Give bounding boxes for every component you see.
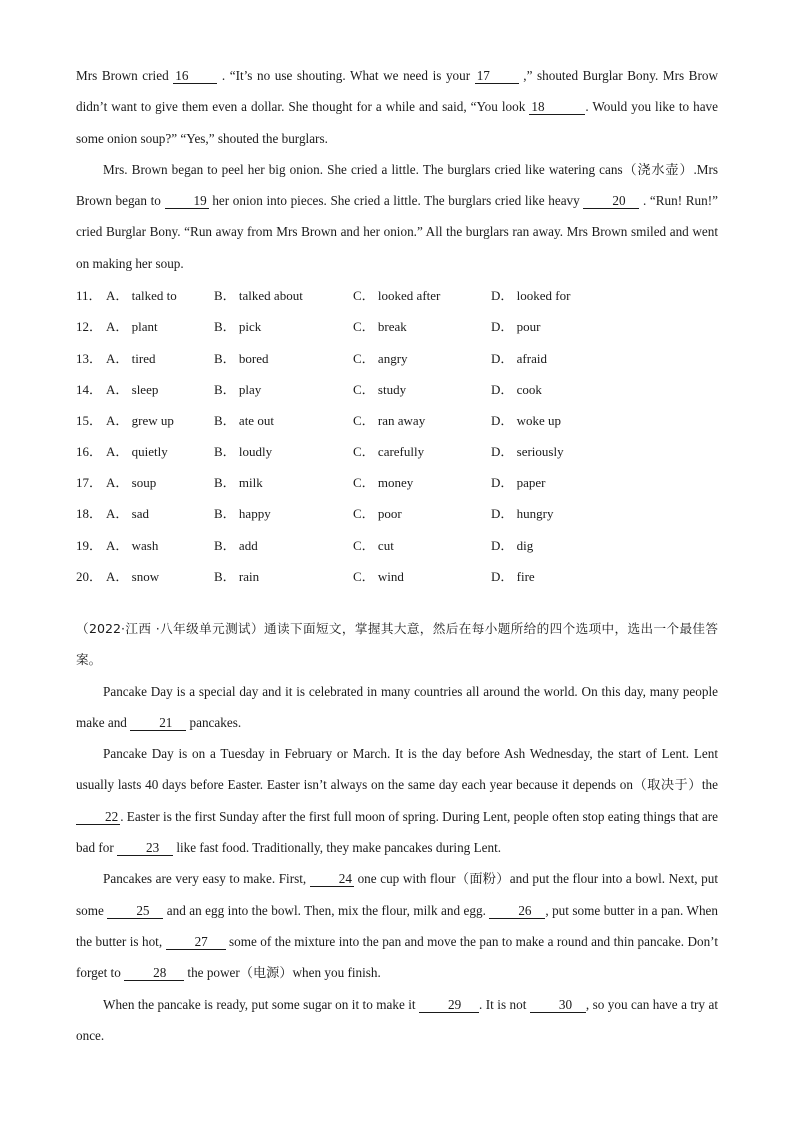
option-b[interactable]: B． bored: [214, 350, 269, 366]
answer-blank-24: 24: [310, 872, 354, 887]
option-a[interactable]: A． talked to: [106, 288, 177, 304]
answer-blank-28: 28: [124, 966, 184, 981]
question-16-options: [76, 435, 718, 466]
option-c[interactable]: C． break: [353, 319, 407, 335]
option-d[interactable]: D． dig: [491, 537, 534, 553]
option-a[interactable]: A． wash: [106, 537, 159, 553]
text-segment: , put some butter in a pan. When the butter is hot,: [76, 902, 718, 949]
question-17-options: [76, 466, 718, 497]
option-b[interactable]: B． pick: [214, 319, 262, 335]
passage1-paragraph-1: [76, 60, 718, 154]
question-number: 17．: [76, 475, 103, 491]
question-number: 18．: [76, 506, 103, 522]
answer-blank-27: 27: [166, 935, 226, 950]
answer-blank-26: 26: [489, 904, 545, 919]
passage2-paragraph-3: [76, 863, 718, 988]
text-segment: Pancakes are very easy to make. First,: [103, 871, 310, 887]
option-b[interactable]: B． loudly: [214, 444, 273, 460]
text-segment: Pancake Day is a special day and it is celebrated in many countries all around the world. On this day, many people make and: [76, 683, 718, 730]
option-c[interactable]: C． study: [353, 381, 407, 397]
option-c[interactable]: C． looked after: [353, 288, 441, 304]
option-d[interactable]: D． seriously: [491, 444, 564, 460]
option-c[interactable]: C． cut: [353, 537, 394, 553]
options-list: [76, 279, 718, 591]
text-segment: . “Run! Run!” cried Burglar Bony. “Run away from Mrs Brown and her onion.” All the burglars ran away. Mrs Brown smiled and went on making her soup.: [76, 193, 718, 271]
option-d[interactable]: D． paper: [491, 475, 546, 491]
text-segment: pancakes.: [186, 714, 242, 730]
answer-blank-20: 20: [583, 194, 639, 209]
text-segment: and an egg into the bowl. Then, mix the flour, milk and egg.: [163, 902, 490, 918]
text-segment: . Would you like to have some onion soup?” “Yes,” shouted the burglars.: [76, 99, 718, 146]
question-12-options: [76, 310, 718, 341]
option-b[interactable]: B． milk: [214, 475, 263, 491]
option-b[interactable]: B． rain: [214, 568, 260, 584]
option-d[interactable]: D． hungry: [491, 506, 554, 522]
option-c[interactable]: C． poor: [353, 506, 402, 522]
text-segment: When the pancake is ready, put some sugar on it to make it: [103, 996, 420, 1012]
question-number: 11．: [76, 288, 102, 304]
section2-header: （2022·江西 ·八年级单元测试）通读下面短文，掌握其大意，然后在每小题所给的四个选项中，选出一个最佳答案。: [76, 620, 718, 668]
passage2-paragraph-4: [76, 989, 718, 1052]
option-d[interactable]: D． afraid: [491, 350, 547, 366]
text-segment: Pancake Day is on a Tuesday in February or March. It is the day before Ash Wednesday, the start of Lent. Lent usually lasts 40 days before Easter. Easter isn’t always on the same day each year because it depends on（取决于）the: [76, 746, 718, 793]
answer-blank-29: 29: [419, 998, 479, 1013]
question-number: 15．: [76, 412, 103, 428]
text-segment: . “It’s no use shouting. What we need is your: [217, 68, 475, 83]
option-b[interactable]: B． play: [214, 381, 262, 397]
text-segment: some of the mixture into the pan and move the pan to make a round and thin pancake. Don’t forget to: [76, 933, 718, 981]
option-d[interactable]: D． fire: [491, 568, 535, 584]
option-c[interactable]: C． wind: [353, 568, 404, 584]
answer-blank-18: 18: [529, 100, 585, 115]
text-segment: ,” shouted Burglar Bony. Mrs Brow didn’t want to give them even a dollar. She thought for a while and said, “You look: [76, 68, 718, 115]
option-c[interactable]: C． ran away: [353, 412, 426, 428]
question-18-options: [76, 497, 718, 528]
text-segment: Mrs Brown cried: [76, 68, 174, 83]
text-segment: her onion into pieces. She cried a little. The burglars cried like heavy: [208, 193, 584, 209]
question-14-options: [76, 373, 718, 404]
question-number: 16．: [76, 444, 103, 460]
option-a[interactable]: A． snow: [106, 568, 160, 584]
option-d[interactable]: D． woke up: [491, 412, 562, 428]
option-a[interactable]: A． plant: [106, 319, 158, 335]
option-a[interactable]: A． soup: [106, 475, 157, 491]
question-number: 13．: [76, 350, 103, 366]
answer-blank-19: 19: [165, 194, 209, 209]
answer-blank-17: 17: [475, 69, 519, 84]
text-segment: Mrs. Brown began to peel her big onion. She cried a little. The burglars cried like watering cans（浇水壶）.Mrs Brown began to: [76, 161, 718, 209]
option-d[interactable]: D． cook: [491, 381, 542, 397]
option-c[interactable]: C． angry: [353, 350, 408, 366]
answer-blank-16: 16: [173, 69, 217, 84]
answer-blank-23: 23: [117, 841, 173, 856]
option-a[interactable]: A． tired: [106, 350, 156, 366]
text-segment: . Easter is the first Sunday after the first full moon of spring. During Lent, people often stop eating things that are bad for: [76, 808, 718, 856]
answer-blank-21: 21: [130, 716, 186, 731]
option-b[interactable]: B． add: [214, 537, 258, 553]
question-11-options: [76, 279, 718, 310]
passage2-paragraph-1: [76, 676, 718, 739]
option-b[interactable]: B． ate out: [214, 412, 274, 428]
option-a[interactable]: A． sleep: [106, 381, 159, 397]
option-a[interactable]: A． grew up: [106, 412, 174, 428]
option-c[interactable]: C． money: [353, 475, 414, 491]
question-number: 12．: [76, 319, 103, 335]
option-b[interactable]: B． talked about: [214, 288, 303, 304]
answer-blank-25: 25: [107, 904, 163, 919]
option-a[interactable]: A． quietly: [106, 444, 168, 460]
passage2-paragraph-2: [76, 738, 718, 863]
answer-blank-22: 22: [76, 810, 120, 825]
question-20-options: [76, 560, 718, 591]
text-segment: like fast food. Traditionally, they make pancakes during Lent.: [173, 840, 502, 856]
question-number: 19．: [76, 537, 103, 553]
text-segment: . It is not: [479, 996, 530, 1012]
text-segment: the power（电源）when you finish.: [184, 965, 381, 981]
option-b[interactable]: B． happy: [214, 506, 271, 522]
answer-blank-30: 30: [530, 998, 586, 1013]
question-19-options: [76, 529, 718, 560]
option-a[interactable]: A． sad: [106, 506, 149, 522]
option-d[interactable]: D． pour: [491, 319, 541, 335]
option-d[interactable]: D． looked for: [491, 288, 571, 304]
text-segment: , so you can have a try at once.: [76, 996, 718, 1043]
question-number: 14．: [76, 381, 103, 397]
text-segment: one cup with flour（面粉）and put the flour into a bowl. Next, put some: [76, 871, 718, 918]
passage1-paragraph-2: [76, 154, 718, 279]
option-c[interactable]: C． carefully: [353, 444, 425, 460]
question-13-options: [76, 341, 718, 372]
exam-page: [76, 60, 718, 1051]
question-15-options: [76, 404, 718, 435]
question-number: 20．: [76, 568, 103, 584]
